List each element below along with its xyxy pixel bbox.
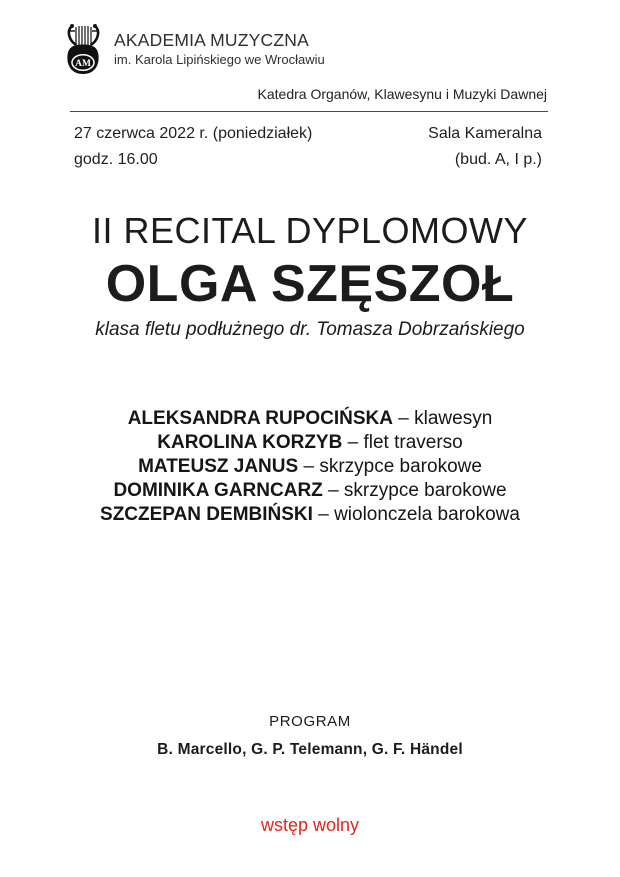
- header-divider: [70, 111, 548, 112]
- performer-row: [0, 455, 620, 479]
- performer-row: [0, 479, 620, 503]
- logo-monogram-text: AM: [75, 59, 91, 69]
- academy-name: AKADEMIA MUZYCZNA: [114, 30, 309, 50]
- lyre-icon: [63, 23, 103, 75]
- dash-separator: –: [318, 504, 329, 525]
- admission-note: wstęp wolny: [260, 815, 360, 835]
- event-datetime: [74, 121, 312, 173]
- recital-performer-name: OLGA SZĘSZOŁ: [105, 255, 515, 313]
- venue-detail: (bud. A, I p.): [454, 151, 542, 168]
- ensemble-list: [0, 407, 620, 527]
- recital-class-info: klasa fletu podłużnego dr. Tomasza Dobrzańskiego: [95, 319, 525, 340]
- performer-name: ALEKSANDRA RUPOCIŃSKA: [127, 408, 393, 429]
- dash-separator: –: [398, 408, 409, 429]
- academy-subtitle: im. Karola Lipińskiego we Wrocławiu: [114, 52, 325, 67]
- recital-title: II RECITAL DYPLOMOWY: [91, 210, 529, 251]
- performer-name: DOMINIKA GARNCARZ: [113, 480, 323, 501]
- performer-instrument: flet traverso: [363, 432, 463, 453]
- academy-brand-text: [114, 23, 325, 68]
- performer-instrument: skrzypce barokowe: [343, 480, 507, 501]
- performer-name: KAROLINA KORZYB: [157, 432, 343, 453]
- performer-row: [0, 503, 620, 527]
- performer-name: MATEUSZ JANUS: [138, 456, 299, 477]
- program-section: [0, 712, 620, 759]
- dash-separator: –: [303, 456, 315, 477]
- department-line: Katedra Organów, Klawesynu i Muzyki Dawnej: [257, 86, 547, 102]
- event-venue: [428, 121, 542, 173]
- program-composers: B. Marcello, G. P. Telemann, G. F. Händel: [157, 741, 463, 758]
- event-info: [74, 121, 542, 173]
- performer-row: [0, 407, 620, 431]
- dash-separator: –: [347, 432, 359, 453]
- program-heading: PROGRAM: [269, 713, 351, 730]
- dash-separator: –: [328, 480, 339, 501]
- venue-name: Sala Kameralna: [428, 125, 542, 142]
- performer-row: [0, 431, 620, 455]
- event-date: 27 czerwca 2022 r. (poniedziałek): [74, 125, 313, 142]
- recital-title-block: [0, 209, 620, 342]
- academy-brand: [63, 23, 325, 75]
- performer-name: SZCZEPAN DEMBIŃSKI: [100, 504, 313, 525]
- event-time: godz. 16.00: [74, 151, 158, 168]
- performer-instrument: klawesyn: [414, 408, 493, 429]
- performer-instrument: wiolonczela barokowa: [334, 504, 520, 525]
- performer-instrument: skrzypce barokowe: [319, 456, 482, 477]
